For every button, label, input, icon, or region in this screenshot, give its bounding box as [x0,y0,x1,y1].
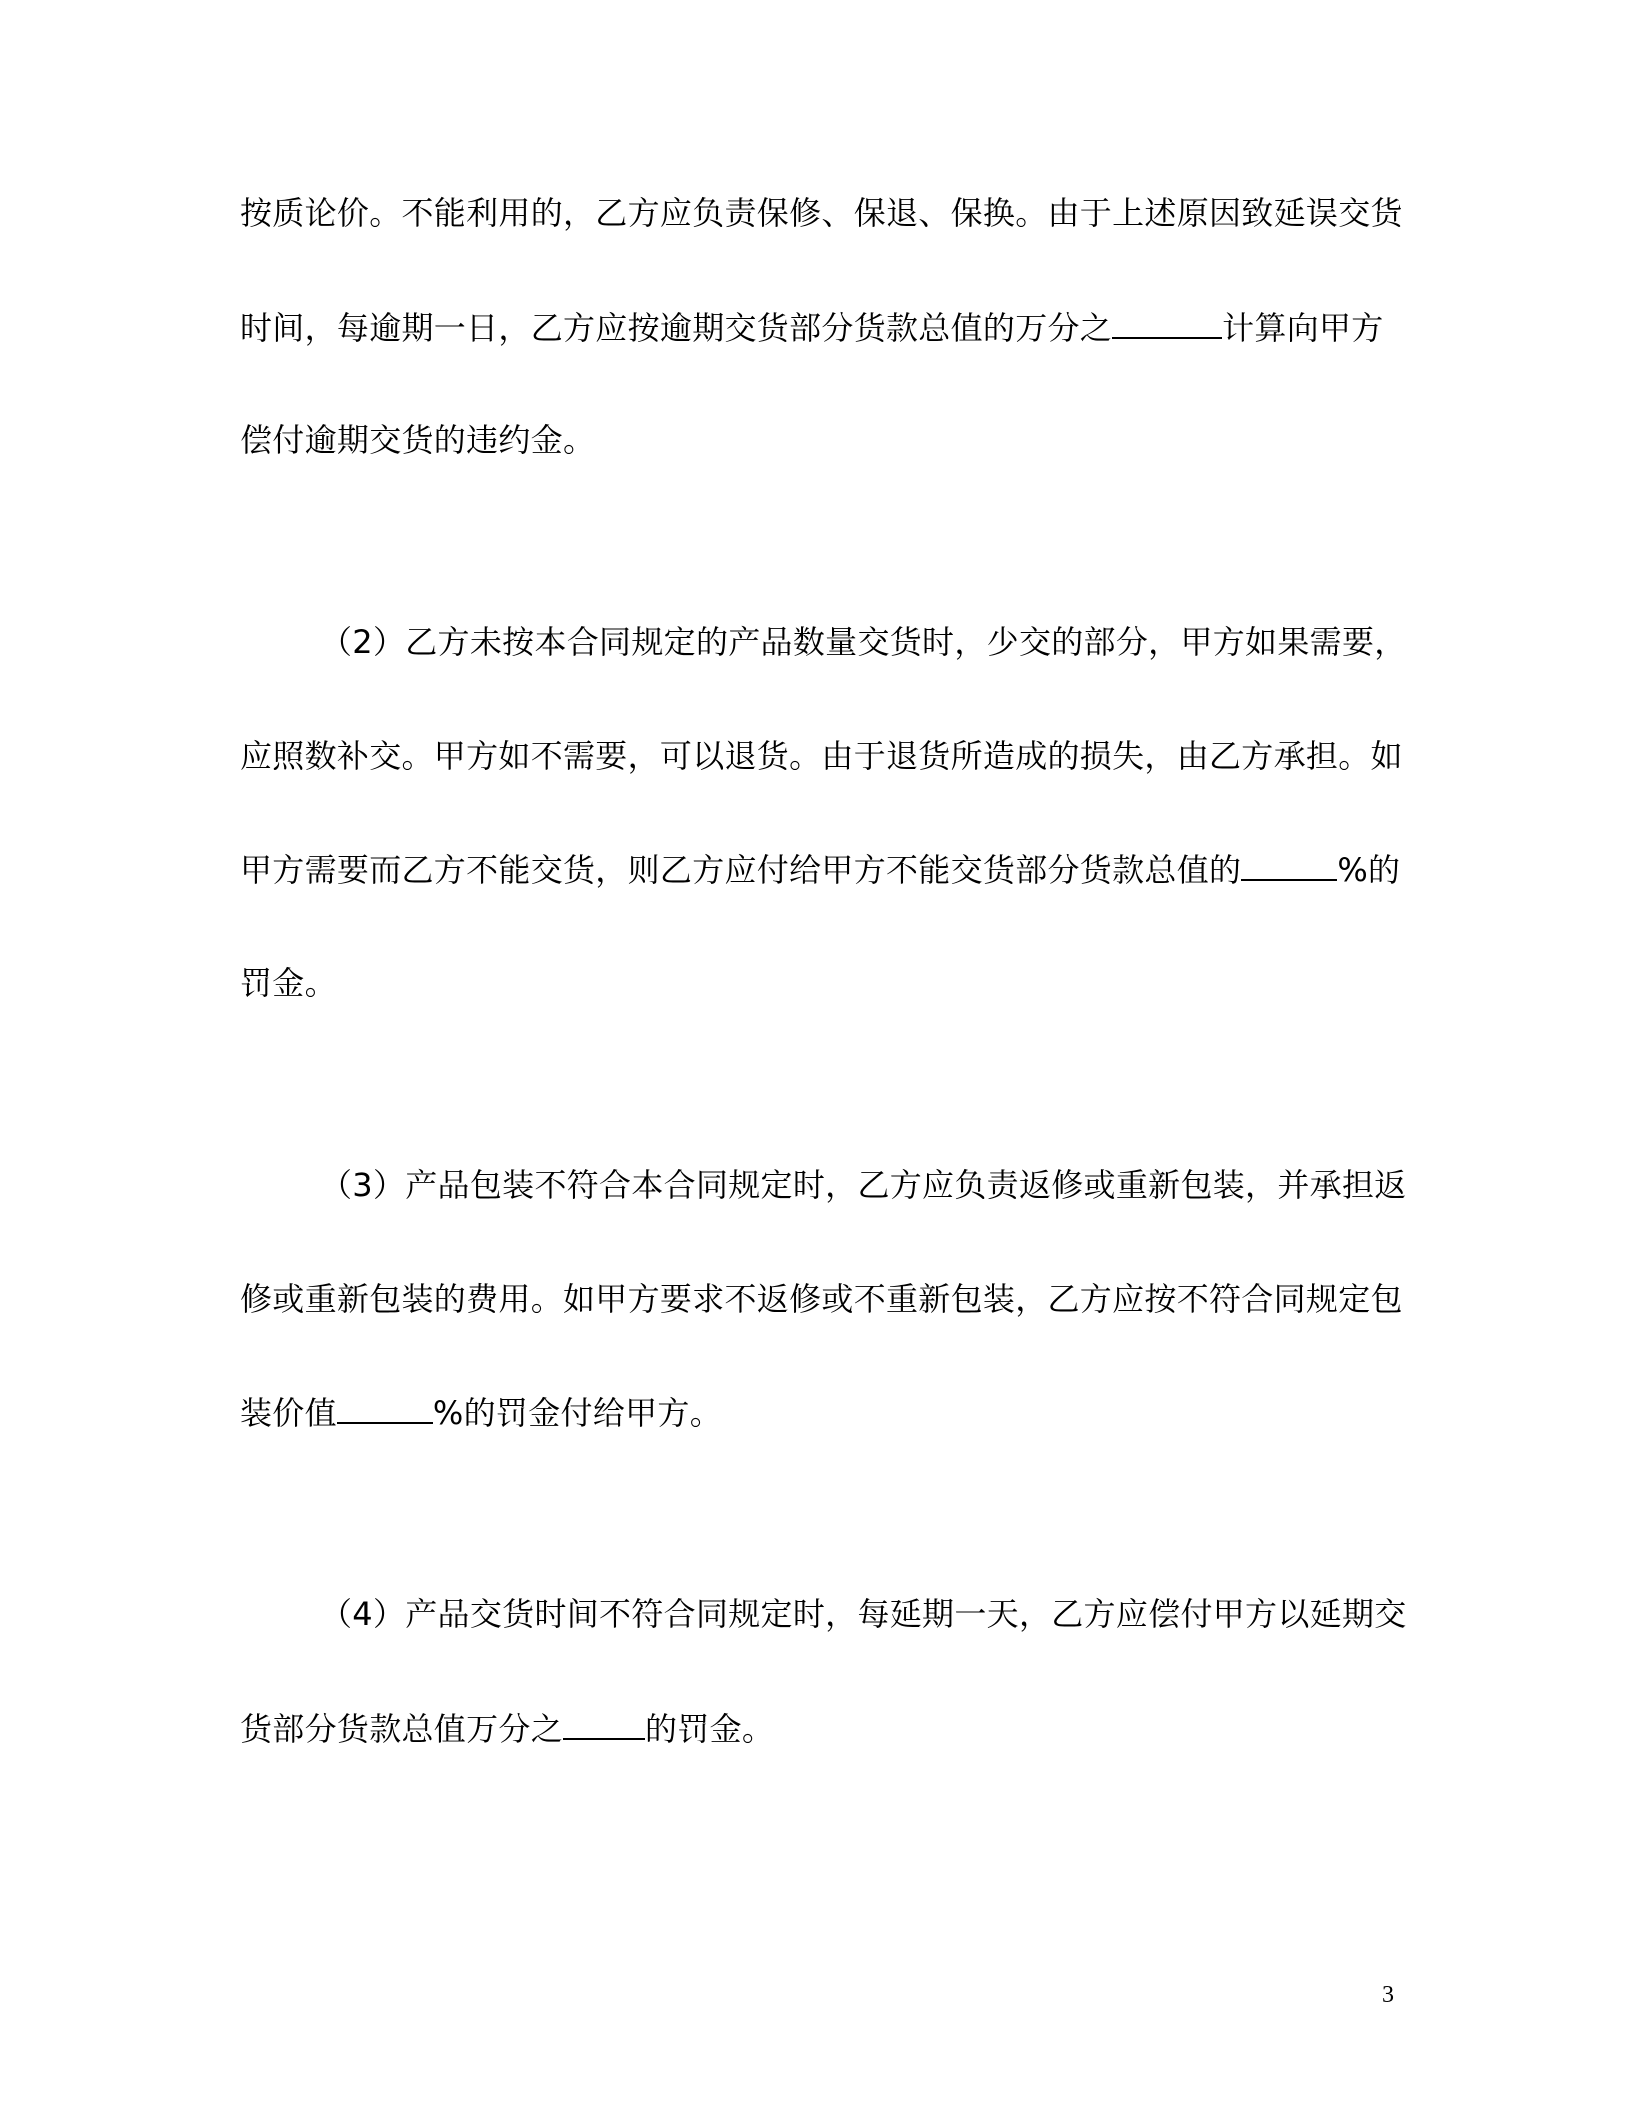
paragraph-2-line-2: 应照数补交。甲方如不需要，可以退货。由于退货所造成的损失，由乙方承担。如 [240,737,1403,775]
paragraph-4-line-2: 货部分货款总值万分之 的罚金。 [240,1710,775,1748]
paragraph-2-line-4: 罚金。 [240,964,337,1002]
fill-in-blank[interactable] [1241,849,1337,881]
paragraph-4-line-1: （4）产品交货时间不符合同规定时，每延期一天，乙方应偿付甲方以延期交 [320,1595,1407,1633]
paragraph-1-line-1: 按质论价。不能利用的，乙方应负责保修、保退、保换。由于上述原因致延误交货 [240,194,1403,232]
paragraph-2-line-3: 甲方需要而乙方不能交货，则乙方应付给甲方不能交货部分货款总值的 %的 [240,851,1401,889]
fill-in-blank[interactable] [563,1708,645,1740]
fill-in-blank[interactable] [1112,307,1222,339]
paragraph-2-line-1: （2）乙方未按本合同规定的产品数量交货时，少交的部分，甲方如果需要， [320,623,1407,661]
paragraph-3-line-2: 修或重新包装的费用。如甲方要求不返修或不重新包装，乙方应按不符合同规定包 [240,1280,1403,1318]
paragraph-3-line-3: 装价值 %的罚金付给甲方。 [240,1394,723,1432]
fill-in-blank[interactable] [337,1392,433,1424]
paragraph-1-line-3: 偿付逾期交货的违约金。 [240,421,596,459]
paragraph-3-line-1: （3）产品包装不符合本合同规定时，乙方应负责返修或重新包装，并承担返 [320,1166,1407,1204]
page-number: 3 [1382,1982,1394,2008]
paragraph-1-line-2: 时间，每逾期一日，乙方应按逾期交货部分货款总值的万分之 计算向甲方 [240,309,1384,347]
